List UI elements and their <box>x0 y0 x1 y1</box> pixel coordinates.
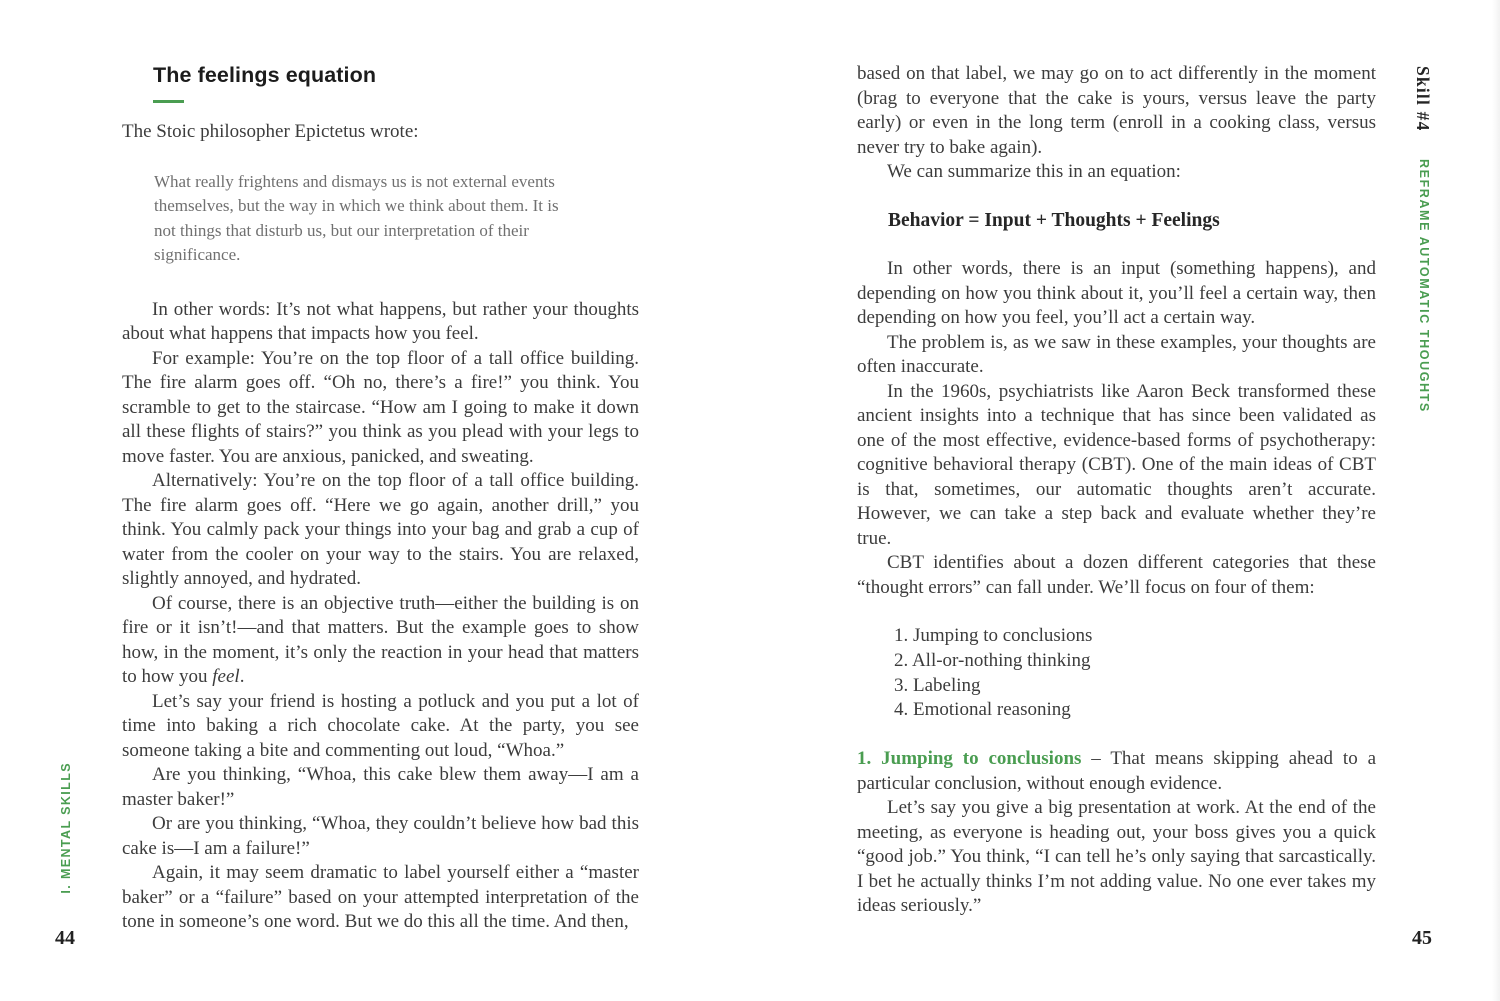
body-paragraph: Or are you thinking, “Whoa, they couldn’t believe how bad this cake is—I am a failure!” <box>122 813 639 859</box>
body-paragraph: In other words: It’s not what happens, but rather your thoughts about what happens that impacts how you feel. <box>122 298 639 345</box>
body-paragraph: We can summarize this in an equation: <box>887 161 1181 182</box>
epigraph-quote: What really frightens and dismays us is not external events themselves, but the way in which we think about them. It is not things that disturb us, but our interpretation of their significance. <box>154 171 559 265</box>
paragraph-text: Of course, there is an objective truth—either the building is on fire or it isn’t!—and that matters. But the example goes to show how, in the moment, it’s only the reaction in your head that matters to how you <box>122 592 639 688</box>
body-paragraph: CBT identifies about a dozen different categories that these “thought errors” can fall under. We’ll focus on four of them: <box>857 552 1376 598</box>
body-paragraph: In other words, there is an input (something happens), and depending on how you think about it, you’ll feel a certain way, then depending on how you feel, you’ll act a certain way. <box>857 258 1376 328</box>
body-paragraph: Alternatively: You’re on the top floor of a tall office building. The fire alarm goes off. “Here we go again, another drill,” you think. You calmly pack your things into your bag and grab a cup of water from the cooler on your way to the stairs. You are relaxed, slightly annoyed, and hydrated. <box>122 470 639 590</box>
list-item: 4. Emotional reasoning <box>894 699 1071 721</box>
body-paragraph: The problem is, as we saw in these examples, your thoughts are often inaccurate. <box>857 331 1376 377</box>
list-item: 3. Labeling <box>894 674 981 696</box>
list-item: 2. All-or-nothing thinking <box>894 649 1091 671</box>
part-title-vertical-label: I. MENTAL SKILLS <box>59 762 73 894</box>
skill-topic-vertical-label: REFRAME AUTOMATIC THOUGHTS <box>1417 159 1431 413</box>
right-page-text-column <box>857 62 1376 919</box>
body-paragraph: In the 1960s, psychiatrists like Aaron Beck transformed these ancient insights into a technique that has since been validated as one of the most effective, evidence-based forms of psychotherapy: cognitive behavioral therapy (CBT). One of the main ideas of CBT is that, sometimes, our automatic thoughts aren’t accurate. However, we can take a step back and evaluate whether they’re true. <box>857 380 1376 549</box>
left-page-text-column <box>122 62 639 935</box>
body-paragraph: Are you thinking, “Whoa, this cake blew them away—I am a master baker!” <box>122 764 639 810</box>
page-number-left: 44 <box>55 927 75 949</box>
body-paragraph: For example: You’re on the top floor of a tall office building. The fire alarm goes off. “Oh no, there’s a fire!” you think. You scramble to get to the staircase. “How am I going to make it down all these flights of stairs?” you think as you plead with your legs to move faster. You are anxious, panicked, and sweating. <box>122 347 639 467</box>
subsection-paragraph <box>857 747 1376 796</box>
thought-errors-list <box>857 624 1376 723</box>
heading-accent-rule <box>153 100 184 103</box>
page-edge-shadow <box>1492 0 1500 1001</box>
body-paragraph: Again, it may seem dramatic to label yourself either a “master baker” or a “failure” based on your attempted interpretation of the tone in someone’s one word. But we do this all the time. And then, <box>122 862 639 933</box>
paragraph-text: . <box>239 666 245 688</box>
intro-paragraph: The Stoic philosopher Epictetus wrote: <box>122 121 419 142</box>
subsection-lead: 1. Jumping to conclusions <box>857 748 1082 770</box>
paragraph-text: – That means skipping ahead to a particular conclusion, without enough evidence. <box>857 748 1377 794</box>
emphasized-word: feel <box>212 666 240 688</box>
section-heading: The feelings equation <box>153 63 377 87</box>
body-paragraph <box>122 592 639 690</box>
list-item: 1. Jumping to conclusions <box>894 625 1093 646</box>
feelings-equation: Behavior = Input + Thoughts + Feelings <box>888 209 1220 231</box>
body-paragraph: Let’s say your friend is hosting a potluck and you put a lot of time into baking a rich chocolate cake. At the party, you see someone taking a bite and commenting out loud, “Whoa.” <box>122 690 639 761</box>
body-paragraph: based on that label, we may go on to act differently in the moment (brag to everyone that the cake is yours, versus leave the party early) or even in the long term (enroll in a cooking class, versus never try to bake again). <box>857 63 1376 158</box>
body-paragraph: Let’s say you give a big presentation at work. At the end of the meeting, as everyone is heading out, your boss gives you a quick “good job.” You think, “I can tell he’s only saying that sarcastically. I bet he actually thinks I’m not adding value. No one ever takes my ideas seriously.” <box>857 797 1376 917</box>
page-number-right: 45 <box>1412 927 1432 949</box>
skill-number-vertical-label: Skill #4 <box>1413 66 1433 132</box>
